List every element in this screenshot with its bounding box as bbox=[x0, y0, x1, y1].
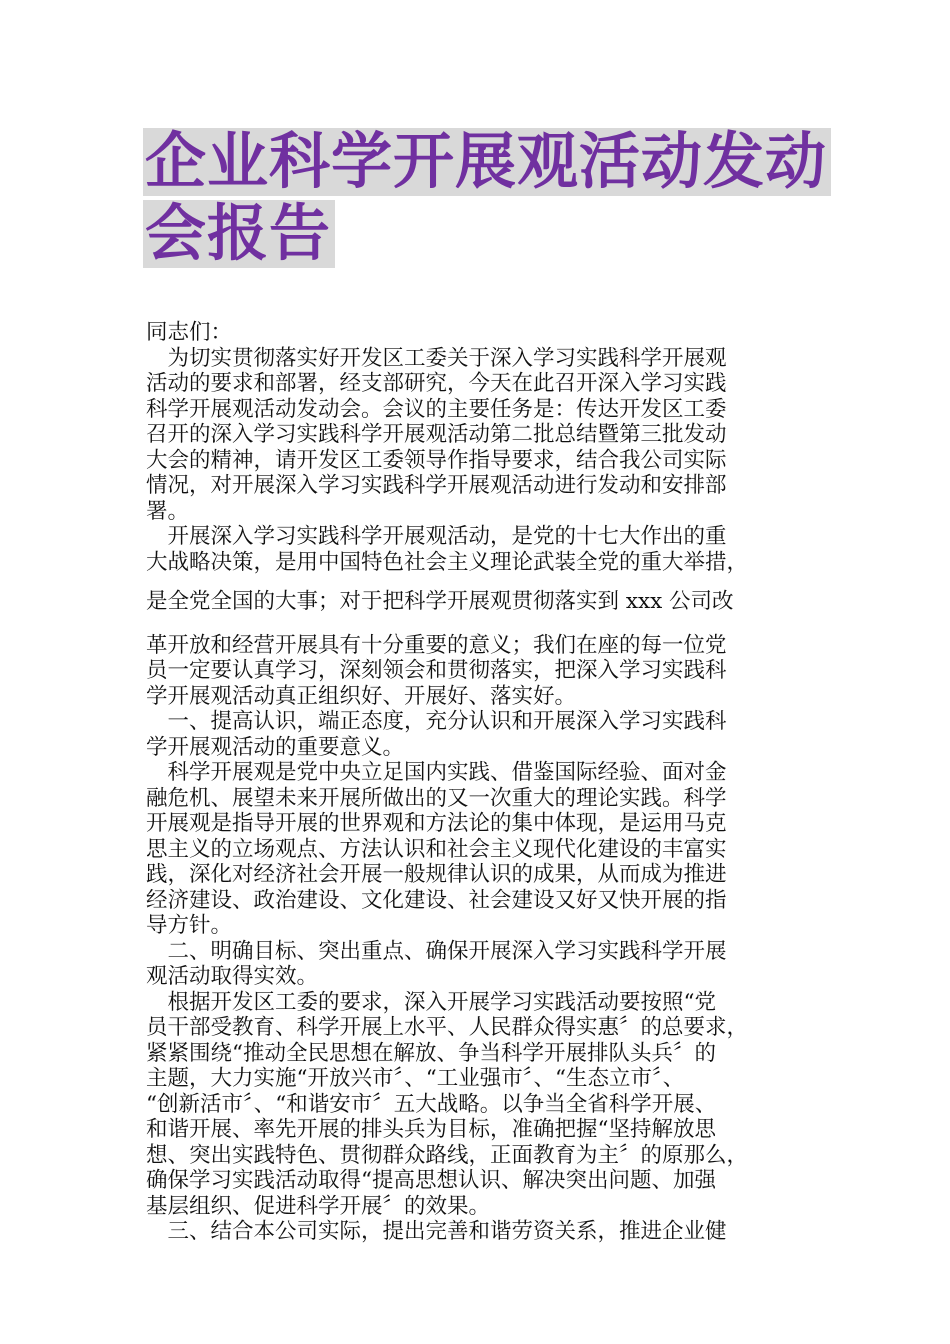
body-line: 革开放和经营开展具有十分重要的意义；我们在座的每一位党 bbox=[146, 632, 727, 658]
body-line: 根据开发区工委的要求，深入开展学习实践活动要按照“党 bbox=[146, 989, 716, 1015]
body-line: 大战略决策，是用中国特色社会主义理论武装全党的重大举措， bbox=[146, 549, 749, 575]
body-line: 思主义的立场观点、方法认识和社会主义现代化建设的丰富实 bbox=[146, 836, 727, 862]
body-line: 融危机、展望未来开展所做出的又一次重大的理论实践。科学 bbox=[146, 785, 727, 811]
body-line: “创新活市〞、“和谐安市〞五大战略。以争当全省科学开展、 bbox=[146, 1091, 717, 1117]
title-line-1: 企业科学开展观活动发动 bbox=[143, 128, 831, 196]
body-line: 学开展观活动真正组织好、开展好、落实好。 bbox=[146, 683, 577, 709]
body-line: 署。 bbox=[146, 498, 190, 524]
body-line: 为切实贯彻落实好开发区工委关于深入学习实践科学开展观 bbox=[146, 345, 727, 371]
section-heading-line: 学开展观活动的重要意义。 bbox=[146, 734, 405, 760]
body-line: 经济建设、政治建设、文化建设、社会建设又好又快开展的指 bbox=[146, 887, 727, 913]
section-heading-line: 二、明确目标、突出重点、确保开展深入学习实践科学开展 bbox=[146, 938, 727, 964]
document-title bbox=[143, 126, 828, 272]
body-line: 员干部受教育、科学开展上水平、人民群众得实惠〞的总要求， bbox=[146, 1015, 749, 1040]
section-heading-line: 三、结合本公司实际，提出完善和谐劳资关系，推进企业健 bbox=[146, 1219, 727, 1244]
body-line: 科学开展观活动发动会。会议的主要任务是：传达开发区工委 bbox=[146, 396, 727, 422]
body-line: 情况，对开展深入学习实践科学开展观活动进行发动和安排部 bbox=[146, 473, 727, 498]
section-heading-line: 观活动取得实效。 bbox=[146, 964, 319, 989]
body-line: 确保学习实践活动取得“提高思想认识、解决突出问题、加强 bbox=[146, 1168, 716, 1193]
body-line: 想、突出实践特色、贯彻群众路线，正面教育为主〞的原那么， bbox=[146, 1142, 749, 1168]
body-line: 大会的精神，请开发区工委领导作指导要求，结合我公司实际 bbox=[146, 447, 727, 473]
section-heading-line: 一、提高认识，端正态度，充分认识和开展深入学习实践科 bbox=[146, 709, 727, 734]
body-line: 是全党全国的大事；对于把科学开展观贯彻落实到 xxx 公司改 bbox=[146, 589, 734, 614]
body-line: 召开的深入学习实践科学开展观活动第二批总结暨第三批发动 bbox=[146, 422, 727, 447]
body-line: 活动的要求和部署，经支部研究，今天在此召开深入学习实践 bbox=[146, 371, 727, 396]
body-line: 践，深化对经济社会开展一般规律认识的成果，从而成为推进 bbox=[146, 862, 727, 887]
salutation-line: 同志们： bbox=[146, 320, 233, 345]
body-line: 开展观是指导开展的世界观和方法论的集中体现，是运用马克 bbox=[146, 811, 727, 836]
body-line: 导方针。 bbox=[146, 913, 233, 938]
body-line: 科学开展观是党中央立足国内实践、借鉴国际经验、面对金 bbox=[146, 760, 727, 785]
body-line: 紧紧围绕“推动全民思想在解放、争当科学开展排队头兵〞的 bbox=[146, 1040, 716, 1066]
body-line: 主题，大力实施“开放兴市〞、“工业强市〞、“生态立市〞、 bbox=[146, 1066, 685, 1091]
title-line-2: 会报告 bbox=[143, 200, 335, 268]
document-body bbox=[146, 320, 806, 1245]
body-line: 开展深入学习实践科学开展观活动，是党的十七大作出的重 bbox=[146, 524, 727, 549]
body-line: 员一定要认真学习，深刻领会和贯彻落实，把深入学习实践科 bbox=[146, 658, 727, 683]
body-line: 基层组织、促进科学开展〞的效果。 bbox=[146, 1193, 491, 1219]
body-line: 和谐开展、率先开展的排头兵为目标，准确把握“坚持解放思 bbox=[146, 1117, 716, 1142]
